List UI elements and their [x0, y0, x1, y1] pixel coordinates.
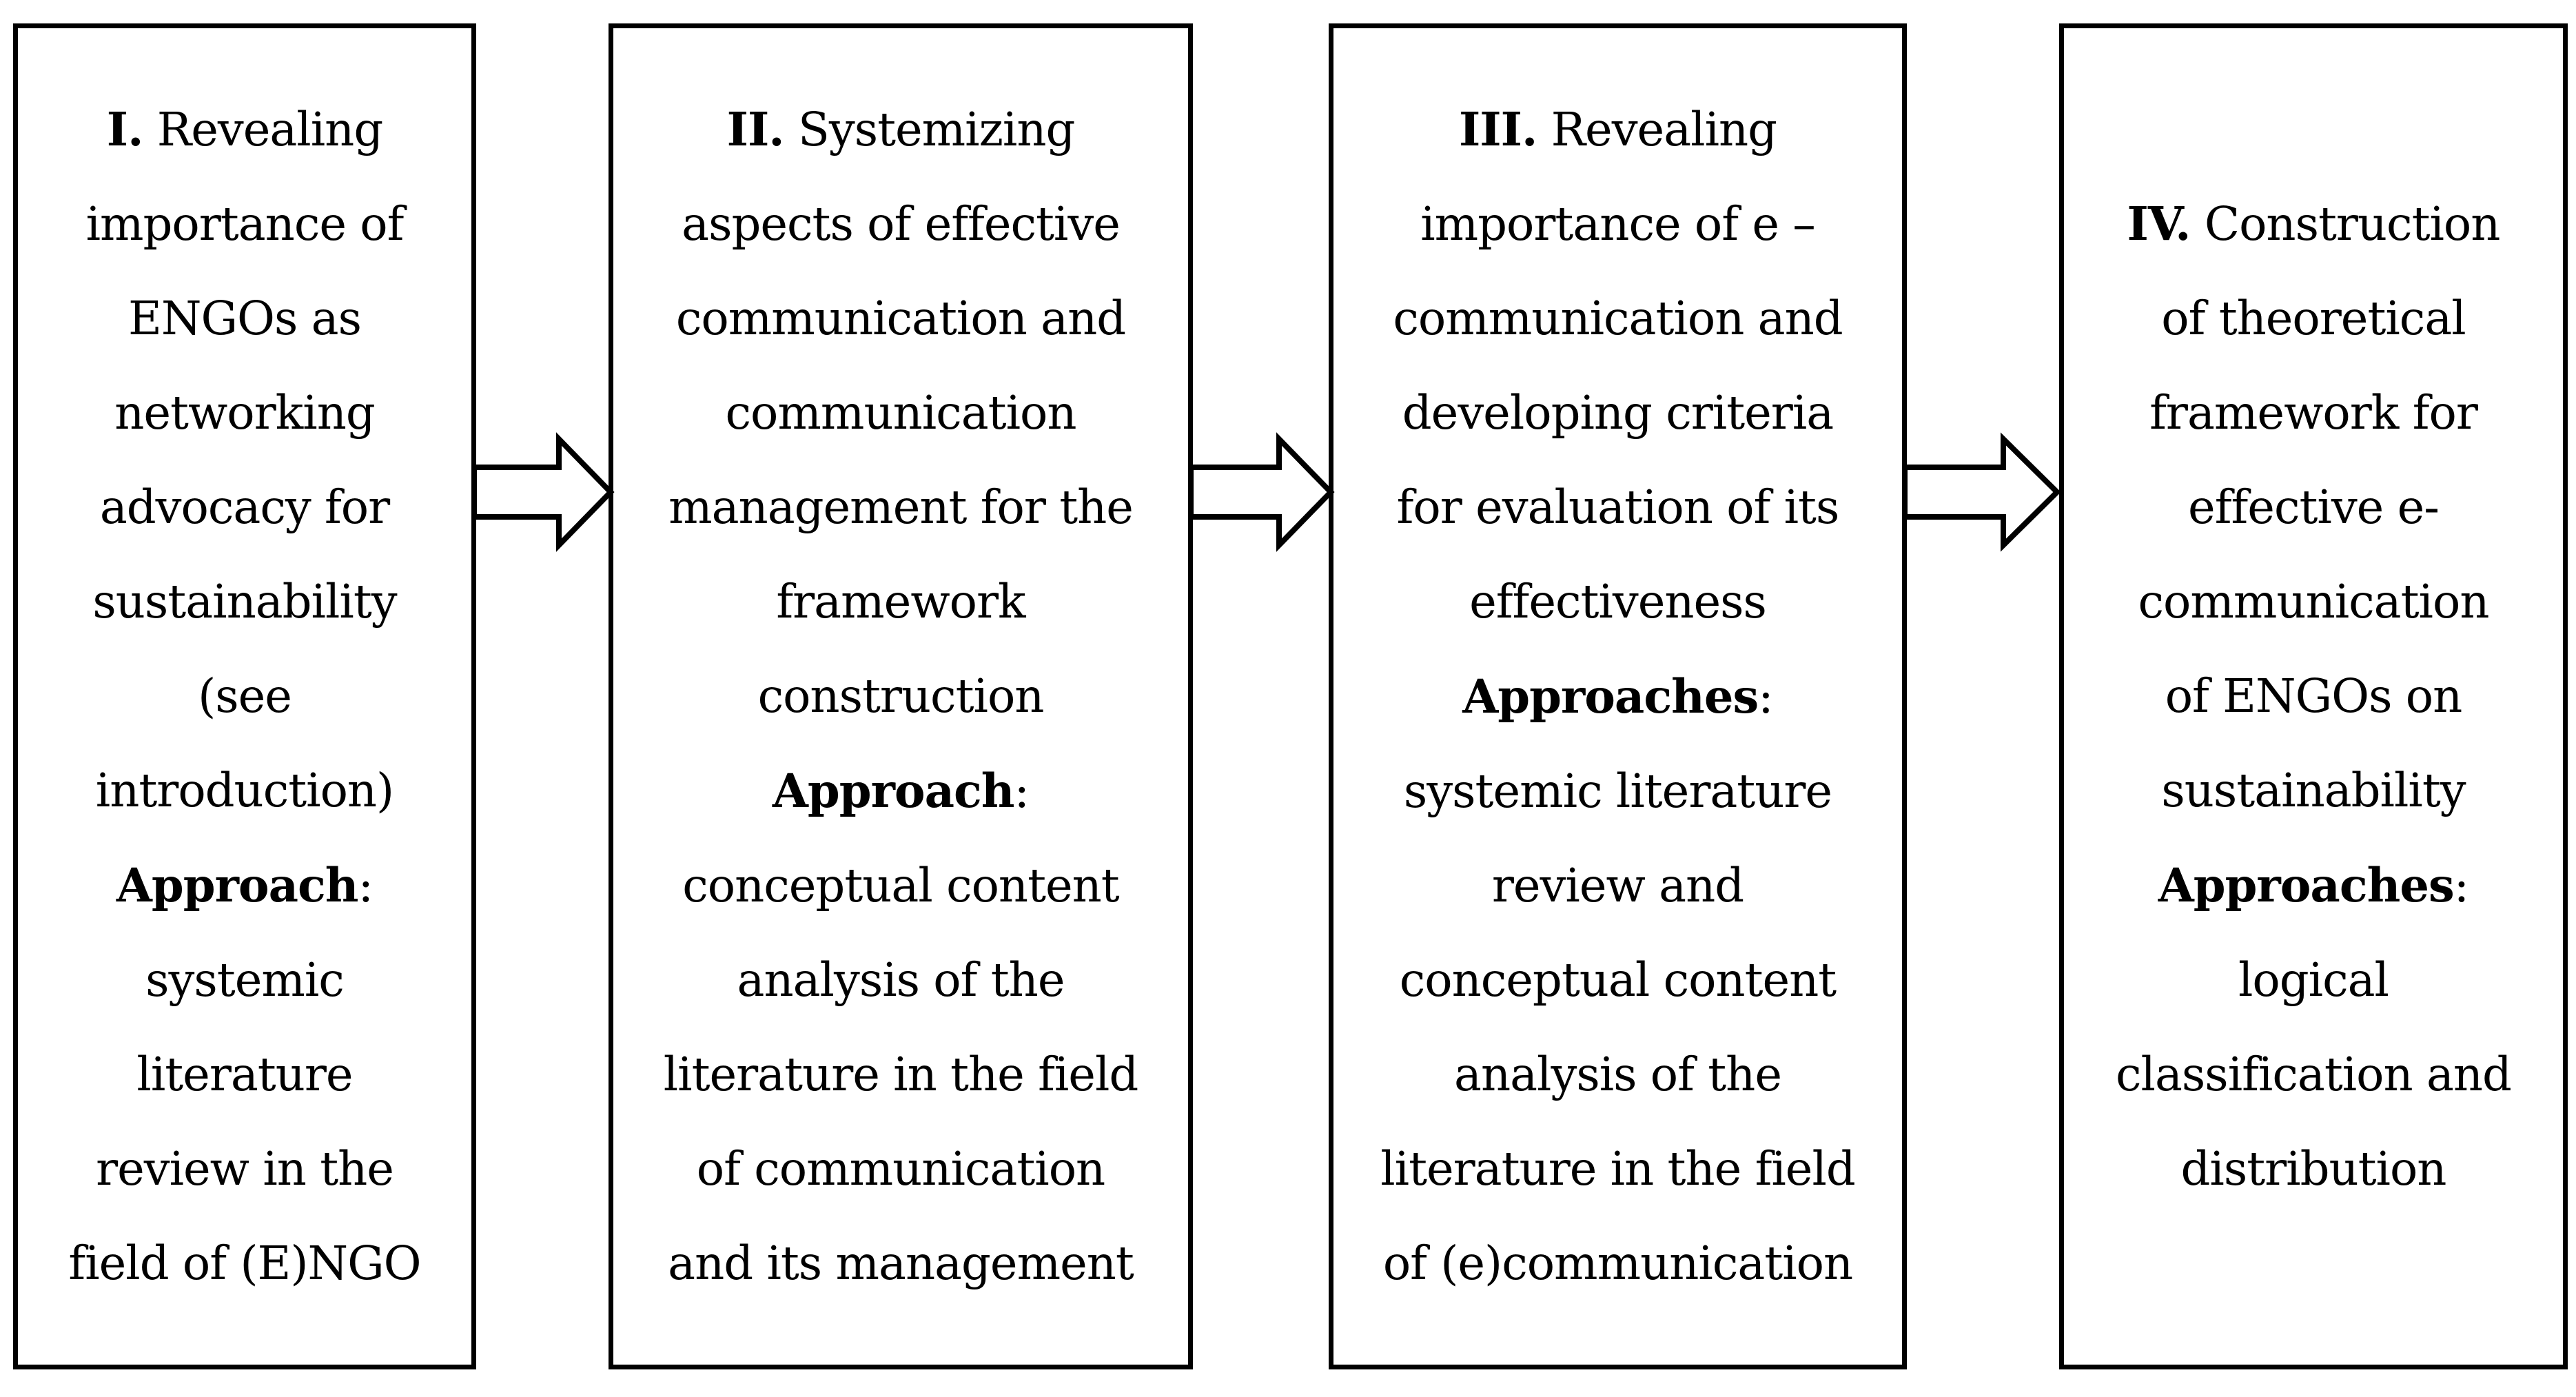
stage-title-line: (see [198, 669, 292, 723]
approach-heading: Approaches: [1462, 669, 1773, 724]
stage-title-text: Revealing [156, 103, 383, 156]
stage-title-line: of theoretical [2161, 292, 2466, 345]
stage-title-line: communication and [1393, 292, 1843, 345]
approach-line: review in the [96, 1142, 393, 1196]
stage-title-line: communication [725, 386, 1076, 440]
approach-line: field of (E)NGO [68, 1236, 421, 1290]
stage-numeral: I. [106, 102, 143, 156]
approach-line: systemic [145, 953, 344, 1007]
stage-title-line: effectiveness [1469, 575, 1766, 629]
stage-title-line: construction [757, 669, 1044, 723]
approach-line: systemic literature [1403, 764, 1832, 818]
approach-line: literature [136, 1048, 353, 1101]
approach-line: of communication [696, 1142, 1105, 1196]
approach-label: Approach [772, 764, 1014, 818]
stage-title-line: framework [776, 575, 1025, 629]
approach-line: conceptual content [682, 859, 1119, 912]
stage-2-text [664, 82, 1138, 1311]
stage-numeral: IV. [2127, 196, 2191, 251]
stage-title-first-line [1380, 82, 1855, 177]
stage-title-first-line [68, 82, 420, 177]
approach-line: distribution [2180, 1142, 2446, 1196]
stage-title-line: sustainability [2161, 764, 2466, 817]
stage-title-text: Systemizing [797, 103, 1075, 156]
stage-3-box [1329, 23, 1907, 1369]
stage-title-text: Construction [2204, 197, 2500, 251]
stage-title-first-line [2116, 176, 2511, 272]
stage-1-text [68, 82, 420, 1311]
stage-title-line: aspects of effective [682, 197, 1120, 251]
stage-numeral: III. [1458, 102, 1537, 156]
approach-heading: Approaches: [2158, 858, 2469, 912]
approach-line: of (e)communication [1382, 1236, 1853, 1290]
stage-title-line: importance of [85, 197, 404, 251]
approach-line: logical [2238, 953, 2389, 1007]
stage-title-line: introduction) [95, 764, 394, 817]
stage-title-text: Revealing [1551, 103, 1777, 156]
approach-heading: Approach: [116, 858, 374, 912]
approach-line: classification and [2116, 1048, 2511, 1101]
approach-line: literature in the field [663, 1048, 1138, 1101]
stage-title-line: importance of e – [1420, 197, 1815, 251]
approach-line: analysis of the [737, 953, 1065, 1007]
arrow-2-to-3-icon [1188, 434, 1336, 551]
stage-title-line: effective e- [2188, 480, 2439, 534]
stage-title-line: networking [114, 386, 375, 440]
stage-title-line: of ENGOs on [2165, 669, 2462, 723]
arrow-3-to-4-icon [1902, 434, 2064, 551]
stage-title-line: sustainability [92, 575, 397, 629]
stage-title-line: advocacy for [99, 480, 390, 534]
approach-label: Approaches [1462, 669, 1759, 724]
approach-line: conceptual content [1399, 953, 1837, 1007]
stage-title-line: ENGOs as [128, 292, 361, 345]
stage-title-line: management for the [668, 480, 1133, 534]
approach-line: analysis of the [1454, 1048, 1781, 1101]
approach-heading: Approach: [772, 764, 1030, 818]
stage-1-box [13, 23, 476, 1369]
approach-line: literature in the field [1380, 1142, 1855, 1196]
approach-label: Approach [116, 858, 358, 912]
stage-2-box [609, 23, 1193, 1369]
approach-label: Approaches [2158, 858, 2454, 912]
approach-line: and its management [668, 1236, 1134, 1290]
stage-title-line: developing criteria [1402, 386, 1834, 440]
stage-numeral: II. [726, 102, 784, 156]
stage-4-box [2059, 23, 2568, 1369]
stage-title-line: for evaluation of its [1396, 480, 1839, 534]
arrow-1-to-2-icon [471, 434, 616, 551]
stage-title-first-line [664, 82, 1138, 177]
stage-title-line: communication and [675, 292, 1126, 345]
stage-4-text [2116, 176, 2511, 1216]
stage-3-text [1380, 82, 1855, 1311]
stage-title-line: framework for [2149, 386, 2477, 440]
stage-title-line: communication [2138, 575, 2489, 629]
approach-line: review and [1491, 859, 1744, 912]
